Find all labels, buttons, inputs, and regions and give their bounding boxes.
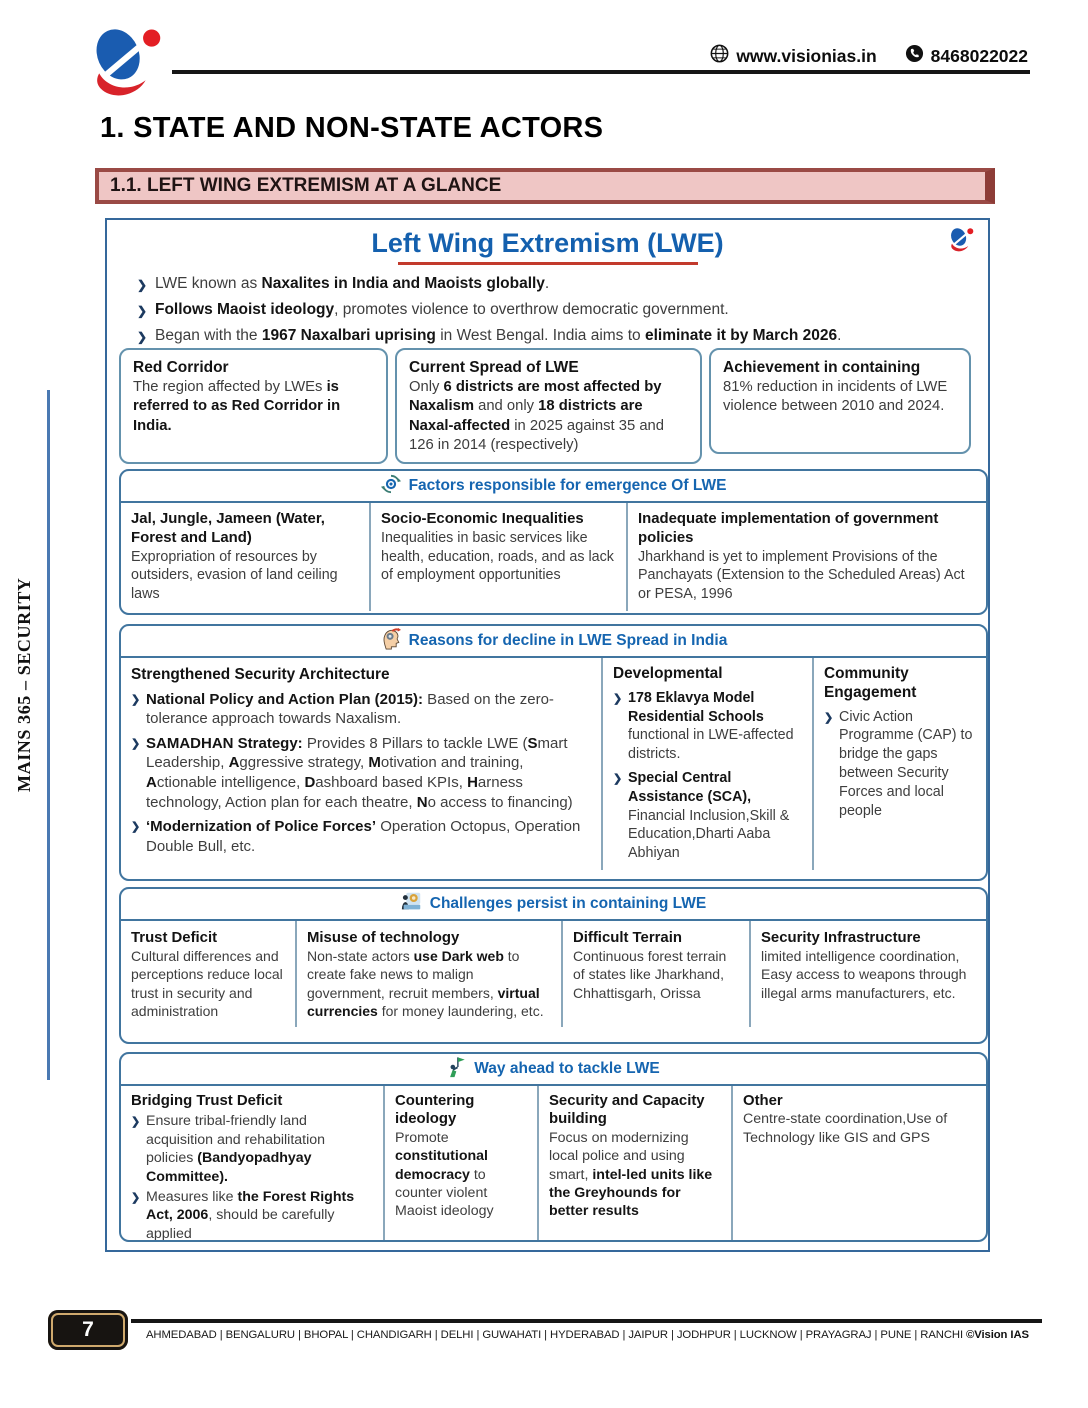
head-gear-arrow-icon	[380, 627, 401, 655]
way-col-ideology: Countering ideology Promote constitutional democracy to counter violent Maoist ideology	[383, 1086, 537, 1242]
intro-bullet: ❯ Began with the 1967 Naxalbari uprising in West Bengal. India aims to eliminate it by March 2026.	[135, 326, 975, 346]
person-gear-icon	[401, 891, 422, 917]
factors-col-implementation: Inadequate implementation of government policies Jharkhand is yet to implement Provisions of the Panchayats (Extension to the Scheduled Areas) Act or PESA, 1996	[626, 503, 986, 611]
reasons-col-security: Strengthened Security Architecture ❯ National Policy and Action Plan (2015): Based on the zero-tolerance approach towards Naxalism. ❯ SAMADHAN Strategy: Provides 8 Pillars to tackle LWE (Smart Leadership, Aggressive strategy, Motivation and training, Actionable intelligence, Dashboard based KPIs, Harness technology, Action plan for each theatre, No access to financing) ❯ ‘Modernization of Police Forces’ Operation Octopus, Operation Double Bull, etc.	[121, 658, 601, 870]
factors-panel	[119, 469, 988, 615]
box-title: Current Spread of LWE	[409, 359, 579, 376]
way-ahead-heading: Way ahead to tackle LWE	[474, 1060, 660, 1077]
way-col-other: Other Centre-state coordination,Use of Technology like GIS and GPS	[731, 1086, 986, 1242]
phone-icon	[905, 44, 924, 68]
box-text: 81% reduction in incidents of LWE violence between 2010 and 2024.	[723, 378, 948, 414]
challenges-panel	[119, 887, 988, 1044]
reasons-heading: Reasons for decline in LWE Spread in India	[408, 632, 728, 649]
climber-flag-icon	[447, 1056, 466, 1083]
sidebar-label: MAINS 365 – SECURITY	[14, 577, 34, 793]
footer-cities	[146, 1329, 1046, 1341]
page-number-badge	[48, 1310, 128, 1350]
achievement-box	[709, 348, 971, 454]
bullet: ❯ Ensure tribal-friendly land acquisition and rehabilitation policies (Bandyopadhyay Committee).	[131, 1112, 373, 1186]
website-text: www.visionias.in	[736, 45, 877, 66]
box-title: Achievement in containing	[723, 359, 921, 376]
lwe-infographic	[105, 218, 990, 1252]
red-corridor-box	[119, 348, 388, 464]
factors-col-socioeconomic: Socio-Economic Inequalities Inequalities in basic services like health, education, roads, and as lack of employment opportunities	[369, 503, 626, 611]
way-col-trust: Bridging Trust Deficit ❯ Ensure tribal-friendly land acquisition and rehabilitation policies (Bandyopadhyay Committee). ❯ Measures like the Forest Rights Act, 2006, should be carefully applied	[121, 1086, 383, 1242]
bullet: ❯ Civic Action Programme (CAP) to bridge the gaps between Security Forces and local people	[824, 708, 976, 821]
section-heading-text: 1.1. LEFT WING EXTREMISM AT A GLANCE	[110, 175, 502, 196]
phone-number: 8468022022	[930, 45, 1028, 66]
factors-panel-header	[121, 471, 986, 503]
header-contact	[710, 44, 1028, 68]
factors-heading: Factors responsible for emergence Of LWE	[408, 477, 727, 494]
sidebar-rule	[47, 390, 50, 1080]
phone-contact	[905, 44, 1028, 68]
challenges-heading: Challenges persist in containing LWE	[429, 895, 707, 912]
box-title: Red Corridor	[133, 359, 229, 376]
footer-divider	[131, 1319, 1042, 1323]
reasons-panel	[119, 624, 988, 881]
box-text: The region affected by LWEs is referred to as Red Corridor in India.	[133, 378, 341, 434]
bullet: ❯ SAMADHAN Strategy: Provides 8 Pillars to tackle LWE (Smart Leadership, Aggressive strategy, Motivation and training, Actionable intelligence, Dashboard based KPIs, Harness technology, Action plan for each theatre, No access to financing)	[131, 734, 591, 812]
bullet: ❯ 178 Eklavya Model Residential Schools functional in LWE-affected districts.	[613, 689, 802, 764]
challenges-col-infrastructure: Security Infrastructure limited intelligence coordination, Easy access to weapons through illegal arms manufacturers, etc.	[749, 921, 986, 1027]
section-heading-bar	[95, 168, 995, 204]
city-list: AHMEDABAD | BENGALURU | BHOPAL | CHANDIGARH | DELHI | GUWAHATI | HYDERABAD | JAIPUR | JODHPUR | LUCKNOW | PRAYAGRAJ | PUNE | RANCHI	[146, 1329, 963, 1341]
bullet: ❯ ‘Modernization of Police Forces’ Operation Octopus, Operation Double Bull, etc.	[131, 817, 591, 856]
globe-icon	[710, 44, 729, 68]
infographic-title: Left Wing Extremism (LWE)	[371, 228, 724, 258]
reasons-col-community: Community Engagement ❯ Civic Action Programme (CAP) to bridge the gaps between Security Forces and local people	[812, 658, 986, 870]
bullet: ❯ Special Central Assistance (SCA), Financial Inclusion,Skill & Education,Dharti Aaba Abhiyan	[613, 769, 802, 863]
reasons-col-developmental: Developmental ❯ 178 Eklavya Model Residential Schools functional in LWE-affected districts. ❯ Special Central Assistance (SCA), Financial Inclusion,Skill & Education,Dharti Aaba Abhiyan	[601, 658, 812, 870]
challenges-col-terrain: Difficult Terrain Continuous forest terrain of states like Jharkhand, Chhattisgarh, Orissa	[561, 921, 749, 1027]
visionias-logo	[82, 22, 168, 104]
intro-bullet: ❯ Follows Maoist ideology, promotes violence to overthrow democratic government.	[135, 300, 975, 320]
challenges-col-technology: Misuse of technology Non-state actors use Dark web to create fake news to malign government, recruit members, virtual currencies for money laundering, etc.	[295, 921, 561, 1027]
header-divider	[172, 70, 1030, 74]
visionias-logo-small	[946, 226, 976, 254]
way-ahead-panel	[119, 1052, 988, 1242]
factors-col-jal-jungle: Jal, Jungle, Jameen (Water, Forest and Land) Expropriation of resources by outsiders, evasion of land ceiling laws	[131, 511, 338, 603]
box-text: Only 6 districts are most affected by Naxalism and only 18 districts are Naxal-affected in 2025 against 35 and 126 in 2014 (respectively)	[409, 378, 665, 453]
bullet: ❯ National Policy and Action Plan (2015): Based on the zero-tolerance approach towards Naxalism.	[131, 690, 591, 729]
page-title: 1. STATE AND NON-STATE ACTORS	[100, 112, 604, 144]
way-col-capacity: Security and Capacity building Focus on modernizing local police and using smart, intel-led units like the Greyhounds for better results	[537, 1086, 731, 1242]
bullet: ❯ Measures like the Forest Rights Act, 2006, should be carefully applied	[131, 1188, 373, 1242]
reasons-panel-header	[121, 626, 986, 658]
intro-bullets	[135, 274, 975, 352]
copyright: ©Vision IAS	[966, 1329, 1029, 1341]
title-underline	[398, 262, 698, 265]
current-spread-box	[395, 348, 702, 464]
website-link[interactable]	[710, 44, 876, 68]
challenges-panel-header	[121, 889, 986, 921]
intro-bullet: ❯ LWE known as Naxalites in India and Maoists globally.	[135, 274, 975, 294]
way-ahead-panel-header	[121, 1054, 986, 1086]
page-number: 7	[82, 1318, 94, 1341]
challenges-col-trust: Trust Deficit Cultural differences and perceptions reduce local trust in security and administration	[131, 930, 283, 1019]
cycle-arrows-icon	[381, 474, 401, 499]
